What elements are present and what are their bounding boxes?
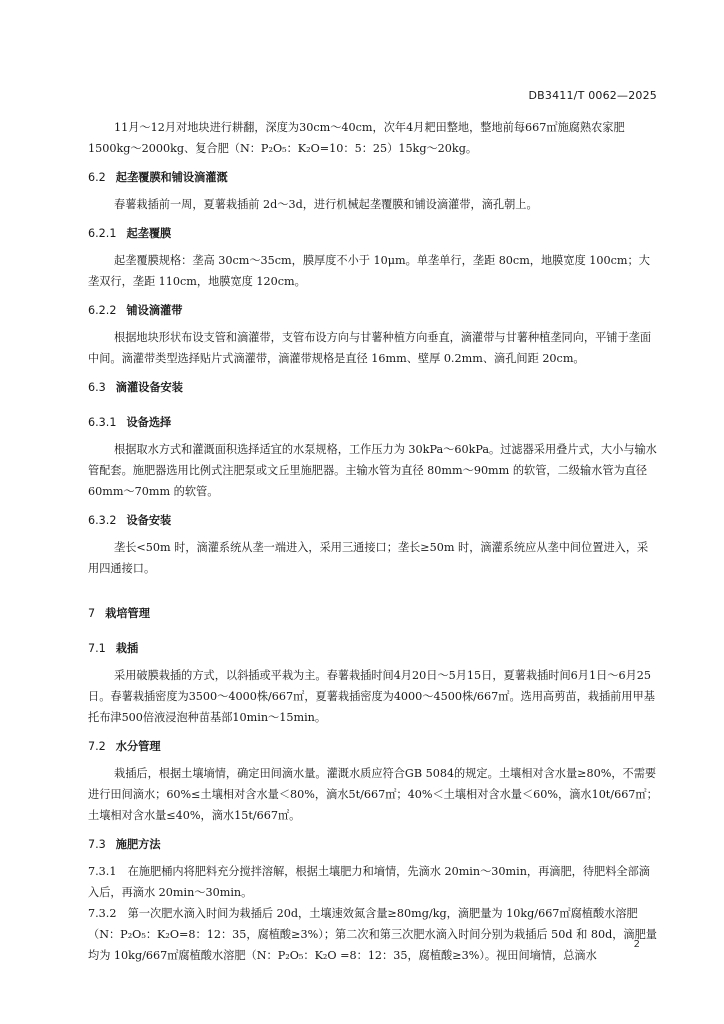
section-number: 6.3.2 — [88, 514, 117, 527]
section-title: 施肥方法 — [115, 838, 161, 851]
section-number: 6.2 — [88, 171, 106, 184]
section-heading — [88, 377, 658, 398]
section-heading — [88, 638, 658, 659]
section-heading — [88, 412, 658, 433]
document-body — [88, 117, 658, 966]
section-title: 栽培管理 — [105, 607, 150, 620]
section-title: 设备安装 — [126, 514, 172, 527]
heading-spacer — [88, 595, 658, 603]
section-gap — [88, 579, 658, 595]
section-title: 水分管理 — [115, 740, 161, 753]
section-number: 7.3 — [88, 838, 106, 851]
section-heading — [88, 223, 658, 244]
section-title: 设备选择 — [126, 416, 172, 429]
paragraph: 春薯栽插前一周，夏薯栽插前 2d～3d，进行机械起垄覆膜和铺设滴灌带，滴孔朝上。 — [114, 198, 538, 211]
heading-spacer — [88, 292, 658, 300]
page-number: 2 — [633, 939, 640, 950]
paragraph: 垄长<50m 时，滴灌系统从垄一端进入，采用三通接口；垄长≥50m 时，滴灌系统应从垄中间位置进入，采用四通接口。 — [88, 541, 649, 575]
paragraph: 采用破膜栽插的方式，以斜插或平栽为主。春薯栽插时间4月20日～5月15日，夏薯栽插时间6月1日～6月25日。春薯栽插密度为3500～4000株/667㎡，夏薯栽插密度为4000～4500株/667㎡。选用高剪苗，栽插前用甲基托布津500倍液浸泡种苗基部10min～15min。 — [88, 669, 655, 724]
section-title: 栽插 — [115, 642, 139, 655]
section-number: 6.3 — [88, 381, 106, 394]
paragraph: 7.3.2 第一次肥水滴入时间为栽插后 20d，土壤速效氮含量≥80mg/kg，滴肥量为 10kg/667㎡腐植酸水溶肥（N：P₂O₅：K₂O=8：12：35，腐植酸≥3%）；第二次和第三次肥水滴入时间分别为栽插后 50d 和 80d，滴肥量均为 10kg/667㎡腐植酸水溶肥（N：P₂O₅：K₂O =8：12：35，腐植酸≥3%）。视田间墒情，总滴水 — [88, 907, 657, 962]
section-number: 6.2.2 — [88, 304, 117, 317]
heading-spacer — [88, 215, 658, 223]
section-number: 6.3.1 — [88, 416, 117, 429]
paragraph: 栽插后，根据土壤墒情，确定田间滴水量。灌溉水质应符合GB 5084的规定。土壤相对含水量≥80%，不需要进行田间滴水；60%≤土壤相对含水量＜80%，滴水5t/667㎡；40%＜土壤相对含水量＜60%，滴水10t/667㎡；土壤相对含水量≤40%，滴水15t/667㎡。 — [88, 767, 658, 822]
section-heading — [88, 736, 658, 757]
section-number: 7.1 — [88, 642, 106, 655]
heading-spacer — [88, 369, 658, 377]
section-heading — [88, 834, 658, 855]
section-title: 滴灌设备安装 — [115, 381, 183, 394]
paragraph: 起垄覆膜规格：垄高 30cm～35cm，膜厚度不小于 10μm。单垄单行，垄距 80cm，地膜宽度 100cm；大垄双行，垄距 110cm，地膜宽度 120cm。 — [88, 254, 650, 288]
section-title: 起垄覆膜和铺设滴灌溉 — [115, 171, 228, 184]
section-heading — [88, 167, 658, 188]
heading-spacer — [88, 630, 658, 638]
heading-spacer — [88, 159, 658, 167]
section-heading — [88, 300, 658, 321]
paragraph: 7.3.1 在施肥桶内将肥料充分搅拌溶解，根据土壤肥力和墒情，先滴水 20min～30min，再滴肥，待肥料全部滴入后，再滴水 20min～30min。 — [88, 865, 650, 899]
heading-spacer — [88, 502, 658, 510]
section-number: 6.2.1 — [88, 227, 117, 240]
section-title: 起垄覆膜 — [126, 227, 172, 240]
document-code: DB3411/T 0062—2025 — [528, 89, 657, 102]
section-heading — [88, 603, 658, 624]
heading-spacer — [88, 826, 658, 834]
paragraph: 11月～12月对地块进行耕翻，深度为30cm～40cm，次年4月耙田整地，整地前每667㎡施腐熟农家肥1500kg～2000kg、复合肥（N：P₂O₅：K₂O=10：5：25）15kg～20kg。 — [88, 121, 625, 155]
section-number: 7.2 — [88, 740, 106, 753]
heading-spacer — [88, 728, 658, 736]
section-title: 铺设滴灌带 — [126, 304, 183, 317]
section-number: 7 — [88, 607, 96, 620]
section-heading — [88, 510, 658, 531]
heading-spacer — [88, 404, 658, 412]
paragraph: 根据地块形状布设支管和滴灌带，支管布设方向与甘薯种植方向垂直，滴灌带与甘薯种植垄同向，平铺于垄面中间。滴灌带类型选择贴片式滴灌带，滴灌带规格是直径 16mm、壁厚 0.2mm、滴孔间距 20cm。 — [88, 331, 652, 365]
paragraph: 根据取水方式和灌溉面积选择适宜的水泵规格，工作压力为 30kPa～60kPa。过滤器采用叠片式，大小与输水管配套。施肥器选用比例式注肥泵或文丘里施肥器。主输水管为直径 80mm～90mm 的软管，二级输水管为直径 60mm～70mm 的软管。 — [88, 443, 657, 498]
